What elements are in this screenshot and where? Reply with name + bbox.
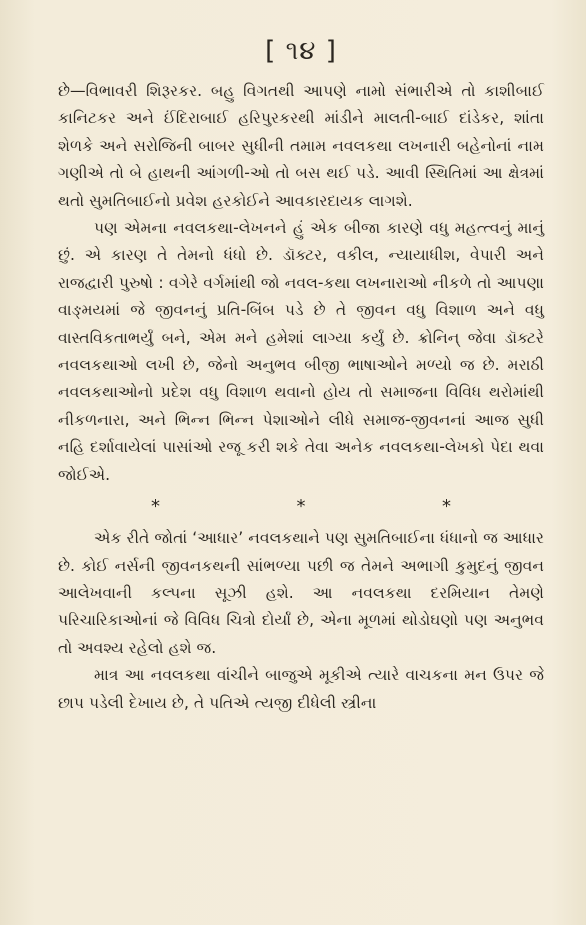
paragraph-3: એક રીતે જોતાં ‘આધાર’ નવલકથાને પણ સુમતિબાઈના ધંધાનો જ આધાર છે. કોઈ નર્સની જીવનકથની સાંભળ્યા પછી જ તેમને અભાગી કુમુદનું જીવન આલેખવાની કલ્પના સૂઝી હશે. આ નવલકથા દરમિયાન તેમણે પરિચારિકાઓનાં જે વિવિધ ચિત્રો દોર્યાં છે, એના મૂળમાં થોડોઘણો પણ અનુભવ તો અવશ્ય રહેલો હશે જ. [58, 529, 544, 657]
paragraph-4: માત્ર આ નવલકથા વાંચીને બાજુએ મૂકીએ ત્યારે વાચકના મન ઉપર જે છાપ પડેલી દેખાય છે, તે પતિએ ત્યજી દીધેલી સ્ત્રીના [58, 666, 544, 712]
paragraph-2: પણ એમના નવલકથા-લેખનને હું એક બીજા કારણે વધુ મહત્ત્વનું માનું છું. એ કારણ તે તેમનો ધંધો છે. ડૉક્ટર, વકીલ, ન્યાયાધીશ, વેપારી અને રાજદ્વારી પુરુષો : વગેરે વર્ગમાંથી જો નવલ-કથા લખનારાઓ નીકળે તો આપણા વાઙ્મયમાં જે જીવનનું પ્રતિ-બિંબ પડે છે તે જીવન વધુ વિશાળ અને વધુ વાસ્તવિકતાભર્યું બને, એમ મને હમેશાં લાગ્યા કર્યું છે. ક્રોનિન્ જેવા ડૉક્ટરે નવલકથાઓ લખી છે, જેનો અનુભવ બીજી ભાષાઓને મળ્યો જ છે. મરાઠી નવલકથાઓનો પ્રદેશ વધુ વિશાળ થવાનો હોય તો સમાજના વિવિધ થરોમાંથી નીકળનારા, અને ભિન્ન ભિન્ન પેશાઓને લીધે સમાજ-જીવનનાં આજ સુધી નહિ દર્શાવાયેલાં પાસાંઓ રજૂ કરી શકે તેવા અનેક નવલકથા-લેખકો પેદા થવા જોઈએ. [58, 219, 544, 484]
paragraph-1: છે—વિભાવરી શિરૂરકર. બહુ વિગતથી આપણે નામો સંભારીએ તો કાશીબાઈ કાનિટકર અને ઈંદિરાબાઈ હરિપુરકરથી માંડીને માલતી-બાઈ દાંડેકર, શાંતા શેળકે અને સરોજિની બાબર સુધીની તમામ નવલકથા લખનારી બહેનોનાં નામ ગણીએ તો બે હાથની આંગળી-ઓ તો બસ થઈ પડે. આવી સ્થિતિમાં આ ક્ષેત્રમાં થતો સુમતિબાઈનો પ્રવેશ હરકોઈને આવકારદાયક લાગશે. [58, 82, 544, 210]
divider-star: * [151, 496, 160, 518]
divider-star: * [296, 496, 306, 518]
section-divider [151, 495, 451, 519]
divider-star: * [442, 496, 451, 518]
page-number: [ ૧૪ ] [265, 36, 337, 66]
